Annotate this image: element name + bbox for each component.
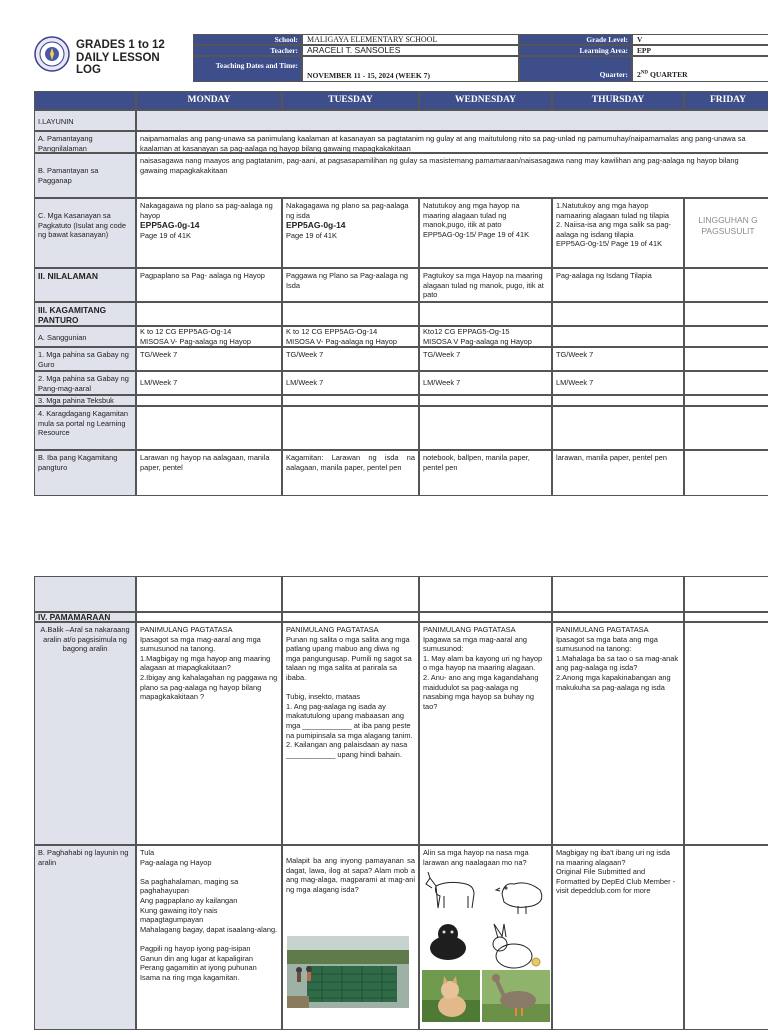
sanggunian-thursday [552,326,684,347]
kasanayan-wednesday: Natutukoy ang mga hayop na maaring alagaan tulad ng manok,pugo, itik at pato EPP5AG-0g-15/ Page 19 of 41K [419,198,552,268]
kagamitan-monday [136,302,282,326]
balik-aral-thursday: PANIMULANG PAGTATASA Ipasagot sa mga bata ang mga sumusunod na tanong: 1.Mahalaga ba sa tao o sa mag-anak ang pag-aalaga ng isda? 2.Anong mga kapakinabangan ang makukuha sa pag-aalaga ng isda [552,622,684,845]
kasanayan-tuesday-page: Page 19 of 41K [286,231,337,241]
quarter-suffix: ND [640,70,649,76]
rabbit-drawing-icon [480,922,550,972]
pamantayan-sa-pagganap-text: naisasagawa nang maayos ang pagtatanim, pag-aani, at pagsasapamilihan ng gulay sa masistemang pamamaraan/naisasagawa nang may kawilihan ang pag-aalaga ng hayop bilang gawaing mapagkakakitaan [136,153,768,198]
iba-pang-kagamitan-wednesday: notebook, ballpen, manila paper, pentel pen [419,450,552,496]
fish-pond-image [287,936,409,1008]
day-header-tuesday: TUESDAY [282,91,419,110]
paghahabi-tuesday-text: Malapit ba ang inyong pamayanan sa dagat, lawa, ilog at sapa? Alam mob a ang mag-alaga, magparami at mag-ani ng mga alagang isda? [286,856,415,894]
teksbuk-thursday [552,395,684,406]
balik-aral-wednesday: PANIMULANG PAGTATASA Ipagawa sa mga mag-aaral ang sumusunod: 1. May alam ba kayong uri ng hayop o mga hayop na maaring alagaan. 2. Anu- ano ang mga kagandahang maidudulot sa pag-aalaga ng nasabing mga hayop sa buhay ng tao? [419,622,552,845]
quarter-label: Quarter: [519,56,632,82]
karagdagang-kagamitan-thursday [552,406,684,450]
grade-value: V [632,34,768,45]
teaching-dates-value: NOVEMBER 11 - 15, 2024 (WEEK 7) [302,56,519,82]
kasanayan-monday-page: Page 19 of 41K [140,231,191,241]
karagdagang-kagamitan-tuesday [282,406,419,450]
iba-pang-kagamitan-label: B. Iba pang Kagamitang pangturo [34,450,136,496]
gabay-mag-aaral-monday: LM/Week 7 [136,371,282,395]
pamamaraan-monday [136,612,282,622]
kagamitan-label: III. KAGAMITANG PANTURO [34,302,136,326]
pamamaraan-friday [684,612,768,622]
table2-header-friday [684,576,768,612]
grade-label: Grade Level: [519,34,632,45]
paghahabi-thursday: Magbigay ng iba't ibang uri ng isda na maaring alagaan? Original File Submitted and Formatted by DepEd Club Member - visit depedclub.com for more [552,845,684,1030]
day-header-thursday: THURSDAY [552,91,684,110]
day-header-friday: FRIDAY [684,91,768,110]
day-header-wednesday: WEDNESDAY [419,91,552,110]
kasanayan-tuesday-text: Nakagagawa ng plano sa pag-aalaga ng isda [286,201,409,220]
paghahabi-tuesday [282,845,419,1030]
quarter-value [632,56,768,82]
karagdagang-kagamitan-friday [684,406,768,450]
iba-pang-kagamitan-friday [684,450,768,496]
kagamitan-friday [684,302,768,326]
day-header-blank [34,91,136,110]
teksbuk-monday [136,395,282,406]
kasanayan-tuesday-code: EPP5AG-0g-14 [286,220,346,231]
sanggunian-wednesday: Kto12 CG EPPAG5-Og-15 MISOSA V Pag-aalaga ng Hayop [419,326,552,347]
kasanayan-friday: LINGGUHAN G PAGSUSULIT [684,198,768,268]
kasanayan-monday [136,198,282,268]
gabay-mag-aaral-label: 2. Mga pahina sa Gabay ng Pang-mag-aaral [34,371,136,395]
header-title [76,39,196,77]
table2-header-thursday [552,576,684,612]
balik-aral-tuesday: PANIMULANG PAGTATASA Punan ng salita o mga salita ang mga patlang upang mabuo ang diwa ng mga pangungusap. Pumili ng sagot sa talaan ng mga salita at parirala sa ibaba. Tubig, insekto, mataas 1. Ang pag-aalaga ng isada ay makatutulong upang mabaasan ang mga ____________ at iba pang peste na pumipinsala sa mga alagang tanim. 2. Kailangan ang palaisdaan ay nasa ____________ upang hindi bahain. [282,622,419,845]
karagdagang-kagamitan-wednesday [419,406,552,450]
nilalaman-wednesday: Pagtukoy sa mga Hayop na maaring alagaan tulad ng manok, pugo, itik at pato [419,268,552,302]
dog-image [422,918,474,968]
paghahabi-monday: Tula Pag-aalaga ng Hayop Sa paghahalaman, maging sa paghahayupan Ang pagpaplano ay kailangan Kung gawaing ito'y nais mapagtagumpayan Mahalagang bagay, dapat isaalang-alang. Pagpili ng hayop iyong pag-isipan Ganun din ang lugar at kapaligiran Perang gagamitin at iyong puhunan Isama na ring mga kagamitan. [136,845,282,1030]
deped-seal-logo [34,36,70,72]
cat-image [422,970,480,1022]
sanggunian-monday: K to 12 CG EPP5AG-Og-14 MISOSA V- Pag-aalaga ng Hayop [136,326,282,347]
gabay-mag-aaral-friday [684,371,768,395]
pamantayang-pangnilalaman-label: A. Pamantayang Pangnilalaman [34,131,136,153]
table2-header-blank [34,576,136,612]
nilalaman-label: II. NILALAMAN [34,268,136,302]
sanggunian-friday [684,326,768,347]
gabay-guro-label: 1. Mga pahina sa Gabay ng Guro [34,347,136,371]
kagamitan-wednesday [419,302,552,326]
layunin-label: I.LAYUNIN [34,110,136,131]
pamamaraan-tuesday [282,612,419,622]
layunin-row [136,110,768,131]
teaching-dates-label: Teaching Dates and Time: [193,56,302,82]
pamamaraan-label: IV. PAMAMARAAN [34,612,136,622]
paghahabi-wednesday-text: Alin sa mga hayop na nasa mga larawan ang naalagaan mo na? [423,848,529,867]
kasanayan-tuesday [282,198,419,268]
header-title-line: LOG [76,64,101,76]
teksbuk-wednesday [419,395,552,406]
kasanayan-monday-text: Nakagagawa ng plano sa pag-aalaga ng hayop [140,201,273,220]
balik-aral-friday [684,622,768,845]
gabay-guro-thursday: TG/Week 7 [552,347,684,371]
hen-drawing-icon [492,872,550,916]
kasanayan-label: C. Mga Kasanayan sa Pagkatuto (Isulat ang code ng bawat kasanayan) [34,198,136,268]
goose-image [482,970,550,1022]
teksbuk-friday [684,395,768,406]
gabay-mag-aaral-tuesday: LM/Week 7 [282,371,419,395]
goat-drawing-icon [422,868,484,918]
pamantayan-sa-pagganap-label: B. Pamantayan sa Pagganap [34,153,136,198]
gabay-guro-friday [684,347,768,371]
nilalaman-friday [684,268,768,302]
nilalaman-tuesday: Paggawa ng Plano sa Pag-aalaga ng Isda [282,268,419,302]
day-header-monday: MONDAY [136,91,282,110]
kasanayan-monday-code: EPP5AG-0g-14 [140,220,200,231]
learning-area-label: Learning Area: [519,45,632,56]
iba-pang-kagamitan-monday: Larawan ng hayop na aalagaan, manila paper, pentel [136,450,282,496]
balik-aral-monday: PANIMULANG PAGTATASA Ipasagot sa mga mag-aaral ang mga sumusunod na tanong. 1.Magbigay ng mga hayop ang maaring alagaan at mapagkakitaan? 2.Ibigay ang kahalagahan ng paggawa ng plano sa pag-aalaga ng hayop bilang mapagkakakitaan ? [136,622,282,845]
header-title-line: GRADES 1 to 12 [76,39,165,51]
teksbuk-tuesday [282,395,419,406]
sanggunian-label: A. Sanggunian [34,326,136,347]
kasanayan-thursday: 1.Natutukoy ang mga hayop namaaring alagaan tulad ng tilapia 2. Naiisa-isa ang mga salik sa pag-aalaga ng isdang tilapia EPP5AG-0g-15/ Page 19 of 41K [552,198,684,268]
balik-aral-label: A.Balik –Aral sa nakaraang aralin at/o pagsisimula ng bagong aralin [34,622,136,845]
learning-area-value: EPP [632,45,768,56]
kagamitan-thursday [552,302,684,326]
nilalaman-thursday: Pag-aalaga ng Isdang Tilapia [552,268,684,302]
kagamitan-tuesday [282,302,419,326]
school-label: School: [193,34,302,45]
nilalaman-monday: Pagpaplano sa Pag- aalaga ng Hayop [136,268,282,302]
iba-pang-kagamitan-thursday: larawan, manila paper, pentel pen [552,450,684,496]
quarter-number: 2 [637,70,641,79]
header-title-line: DAILY LESSON [76,51,160,64]
teacher-label: Teacher: [193,45,302,56]
table2-header-wednesday [419,576,552,612]
gabay-guro-monday: TG/Week 7 [136,347,282,371]
sanggunian-tuesday: K to 12 CG EPP5AG-Og-14 MISOSA V- Pag-aalaga ng Hayop [282,326,419,347]
teksbuk-label: 3. Mga pahina Teksbuk [34,395,136,406]
gabay-mag-aaral-thursday: LM/Week 7 [552,371,684,395]
iba-pang-kagamitan-tuesday: Kagamitan: Larawan ng isda na aalagaan, manila paper, pentel pen [282,450,419,496]
pamantayang-pangnilalaman-text: naipamamalas ang pang-unawa sa panimulang kaalaman at kasanayan sa pagtatanim ng gulay at ang maitutulong nito sa pag-unlad ng pamumuhay/naipamamalas ang pang-unawa sa kaalaman at kasanayan sa pag-aalaga ng hayop bilang gawaing mapagkakakitaan [136,131,768,153]
paghahabi-label: B. Paghahabi ng layunin ng aralin [34,845,136,1030]
gabay-mag-aaral-wednesday: LM/Week 7 [419,371,552,395]
school-value: MALIGAYA ELEMENTARY SCHOOL [302,34,519,45]
karagdagang-kagamitan-monday [136,406,282,450]
table2-header-monday [136,576,282,612]
quarter-word: QUARTER [649,70,688,79]
paghahabi-wednesday [419,845,552,1030]
gabay-guro-wednesday: TG/Week 7 [419,347,552,371]
teacher-value: ARACELI T. SANSOLES [302,45,519,56]
paghahabi-friday [684,845,768,1030]
karagdagang-kagamitan-label: 4. Karagdagang Kagamitan mula sa portal ng Learning Resource [34,406,136,450]
pamamaraan-wednesday [419,612,552,622]
gabay-guro-tuesday: TG/Week 7 [282,347,419,371]
table2-header-tuesday [282,576,419,612]
pamamaraan-thursday [552,612,684,622]
